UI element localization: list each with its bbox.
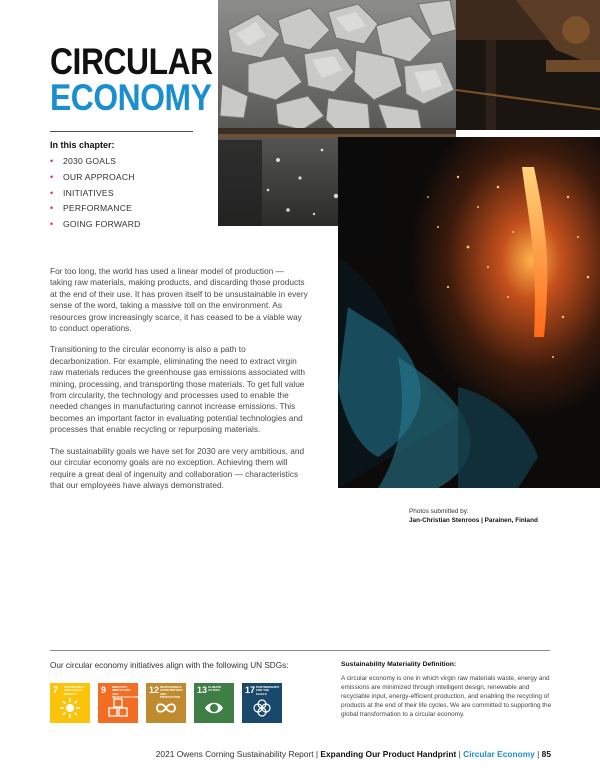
page-title [50,41,213,118]
body-text [50,266,308,501]
footer-section-link[interactable]: Expanding Our Product Handprint [320,749,457,759]
photo-industrial-detail [456,0,600,130]
bullet-icon: • [50,187,54,198]
footer-separator: | [534,749,542,759]
page-number: 85 [541,749,551,759]
photo-credit [409,507,538,525]
chapter-list [50,140,210,235]
title-divider [50,131,193,132]
credit-name: Jan-Christian Stenroos | Parainen, Finland [409,517,538,524]
chapter-item[interactable]: • 2030 GOALS [50,156,117,166]
materiality-definition [341,661,555,719]
bullet-icon: • [50,156,54,166]
title-line-2: ECONOMY [50,77,212,118]
sdg-13-tile: 13 CLIMATE ACTION [194,683,234,723]
photo-molten-metal [338,137,600,488]
sdg-intro-text: Our circular economy initiatives align with the following UN SDGs: [50,661,289,670]
definition-text: A circular economy is one in which virgin raw materials waste, energy and emissions are minimized through intelligent design, renewable and recyclable input, energy-efficient production, and enabling the recycling of products at the end of their life cycles. We are committed to supporting the global transformation to a circular economy. [341,675,552,718]
body-paragraph: Transitioning to the circular economy is also a path to decarbonization. For example, eliminating the need to extract virgin raw materials reduces the greenhouse gas emissions associated with mining, processing, and transporting those materials. To get full value from circularity, the technology and processes used to enable the needed changes in manufacturing cannot increase emissions. This becomes an important factor in evaluating potential technologies and processes that enable recycling or repurposing materials. [50,344,306,435]
chapter-item[interactable]: • INITIATIVES [50,187,114,198]
bottom-divider [50,650,550,651]
footer-chapter-link[interactable]: Circular Economy [463,749,535,759]
chapter-heading: In this chapter: [50,140,115,150]
sdg-7-tile: 7 AFFORDABLE AND CLEAN ENERGY [50,683,90,723]
page-footer [156,749,551,759]
body-paragraph: The sustainability goals we have set for 2030 are very ambitious, and our circular economy goals are no exception. Achieving them will require a great deal of ingenuity and collaboration — characteristics that our employees have always demonstrated. [50,445,305,490]
eye-globe-icon [204,698,224,718]
title-line-1: CIRCULAR [50,41,213,82]
bullet-icon: • [50,203,54,214]
sdg-icons-row [50,683,282,723]
sdg-17-tile: 17 PARTNERSHIPS FOR THE GOALS [242,683,282,723]
chapter-item[interactable]: • OUR APPROACH [50,171,135,182]
infinity-icon [156,698,176,718]
cubes-icon [108,698,128,718]
sdg-9-tile: 9 INDUSTRY, INNOVATION AND INFRASTRUCTURE [98,683,138,723]
sdg-12-tile: 12 RESPONSIBLE CONSUMPTION AND PRODUCTION [146,683,186,723]
chapter-item[interactable]: • PERFORMANCE [50,203,133,214]
sun-icon [60,698,80,718]
bullet-icon: • [50,219,54,230]
body-paragraph: For too long, the world has used a linear model of production — taking raw materials, making products, and discarding those products at the end of their use. It has proven itself to be unsustainable in every sense of the word, taking a massive toll on the environment. As resources grow increasingly scarce, it has ceased to be a viable way to conduct operations. [50,266,308,334]
footer-separator: | [456,749,464,759]
rings-icon [252,698,272,718]
footer-report: 2021 Owens Corning Sustainability Report | [155,749,321,759]
definition-heading: Sustainability Materiality Definition: [341,661,457,668]
bullet-icon: • [50,171,54,182]
chapter-item[interactable]: • GOING FORWARD [50,219,141,230]
credit-label: Photos submitted by: [409,508,469,515]
